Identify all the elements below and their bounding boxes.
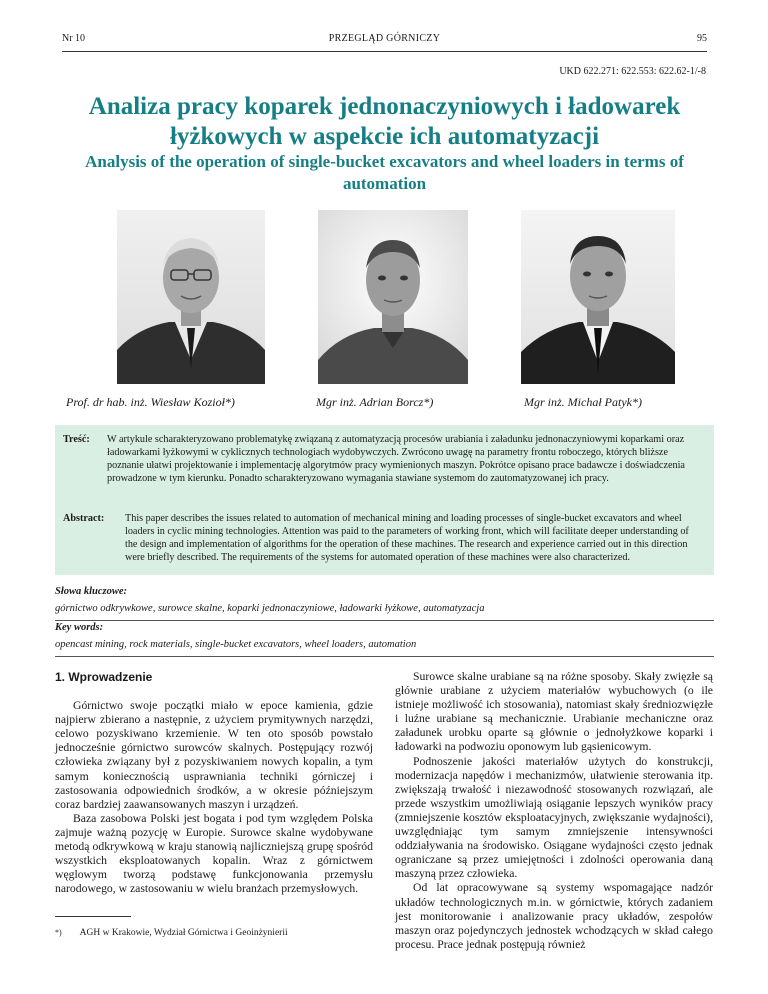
footnote [55, 928, 288, 938]
body-paragraph: Od lat opracowywane są systemy wspomagające nadzór układów technologicznych m.in. w górnictwie, których zadaniem jest monitorowanie i analizowanie pracy układów, zespołów maszyn oraz pojedynczych jednostek wchodzących w skład całego procesu. Prace jednak postępują również [395, 881, 713, 951]
footnote-text: AGH w Krakowie, Wydział Górnictwa i Geoinżynierii [79, 928, 288, 938]
author-name-3: Mgr inż. Michał Patyk*) [524, 395, 642, 409]
author-photo-3 [521, 210, 675, 384]
abstract-english-label: Abstract: [63, 513, 105, 524]
abstract-box [55, 425, 714, 575]
body-column-left [55, 670, 373, 896]
section-heading: 1. Wprowadzenie [55, 670, 153, 684]
abstract-english [63, 512, 702, 564]
body-paragraph: Surowce skalne urabiane są na różne sposoby. Skały zwięzłe są głównie urabiane z użyciem materiałów wybuchowych (o ile istnieje możliwość ich stosowania), natomiast skały średniozwięzłe i luźne urabiane są mechanicznie. Urabianie mechaniczne oraz załadunek urobku oparte są głównie o jednołyżkowe koparki i ładowarki na podwoziu oponowym lub gąsienicowym. [395, 670, 713, 754]
keywords-polish-text: górnictwo odkrywkowe, surowce skalne, koparki jednonaczyniowe, ładowarki łyżkowe, automatyzacja [55, 603, 485, 614]
keywords-bottom-rule [55, 656, 714, 657]
abstract-polish-label: Treść: [63, 434, 90, 445]
journal-name: PRZEGLĄD GÓRNICZY [328, 33, 441, 44]
body-column-right [395, 670, 713, 952]
keywords-english-text: opencast mining, rock materials, single-bucket excavators, wheel loaders, automation [55, 639, 417, 650]
abstract-polish-text: W artykule scharakteryzowano problematykę związaną z automatyzacją procesów urabiania i załadunku jednonaczyniowymi koparkami oraz ładowarkami łyżkowymi w cyklicznych technologiach wydobywczych. Zwrócono uwagę na parametry frontu roboczego, których bliższe poznanie ułatwi projektowanie i implementację algorytmów pracy wymienionych maszyn. Pokrótce opisano prace badawcze i doświadczenia prowadzone w tym kierunku. Ponadto scharakteryzowano wymagania stawiane systemom do zautomatyzowanej ich pracy. [107, 434, 685, 484]
body-paragraph: Podnoszenie jakości materiałów użytych do konstrukcji, modernizacja napędów i mechanizmów, ułatwienie sterowania itp. zwiększają trwałość i niezawodność stosowanych rozwiązań, ale przede wszystkim umożliwiają osiąganie lepszych wyników pracy (zmniejszenie kosztów eksploatacyjnych, zwiększanie wydajności), uwzględniając tym samym zmniejszenie intensywności oddziaływania na środowisko. Osiągane wydajności często jednak ograniczane są przez umiejętności i zdolności operowania daną maszyną przez człowieka. [395, 754, 713, 881]
title-english: Analysis of the operation of single-bucket excavators and wheel loaders in terms of automation [85, 152, 684, 193]
keywords-divider [55, 620, 714, 621]
author-name-2: Mgr inż. Adrian Borcz*) [316, 395, 434, 409]
abstract-english-text: This paper describes the issues related to automation of mechanical mining and loading processes of single-bucket excavators and wheel loaders in cyclic mining technologies. Attention was paid to the parameters of working front, which will facilitate deeper understanding of the design and implementation of algorithms for the operation of these machines. The research and experience carried out in this direction were briefly described. The requirements of the systems for automated operation of these machines were also characterized. [125, 513, 689, 563]
running-header [62, 33, 707, 47]
body-paragraph: Górnictwo swoje początki miało w epoce kamienia, gdzie najpierw zbierano a następnie, z użyciem prymitywnych narzędzi, celowo pozyskiwano krzemienie. W ten oto sposób powstało jednocześnie górnictwo surowców skalnych. Postępujący rozwój człowieka związany był z pozyskiwaniem nowych kopalin, a tym samym koniecznością usprawniania techniki górniczej i zastosowania odpowiednich środków, a w okresie późniejszym coraz bardziej zaawansowanych maszyn i urządzeń. [55, 699, 373, 811]
footnote-mark: *) [55, 928, 62, 937]
ukd-classification: UKD 622.271: 622.553: 622.62-1/-8 [559, 66, 706, 77]
keywords-polish-label: Słowa kluczowe: [55, 586, 128, 597]
author-photo-2 [318, 210, 468, 384]
issue-number: Nr 10 [62, 33, 86, 44]
body-paragraph: Baza zasobowa Polski jest bogata i pod tym względem Polska zajmuje ważną pozycję w Europie. Surowce skalne wydobywane metodą odkrywkową w kraju stanowią najliczniejszą grupę spośród wszystkich eksploatowanych kopalin. Wraz z górnictwem węglowym tworzą podstawę funkcjonowania przemysłu narodowego, w zastosowaniu w wielu branżach przemysłowych. [55, 811, 373, 896]
header-rule [62, 51, 707, 52]
footnote-rule [55, 916, 131, 917]
abstract-polish [63, 433, 702, 485]
author-photo-1 [117, 210, 265, 384]
keywords-english-label: Key words: [55, 622, 104, 633]
title-polish: Analiza pracy koparek jednonaczyniowych i ładowarek łyżkowych w aspekcie ich automatyzacji [88, 93, 681, 150]
author-name-1: Prof. dr hab. inż. Wiesław Kozioł*) [66, 395, 235, 409]
page-number: 95 [697, 33, 707, 44]
